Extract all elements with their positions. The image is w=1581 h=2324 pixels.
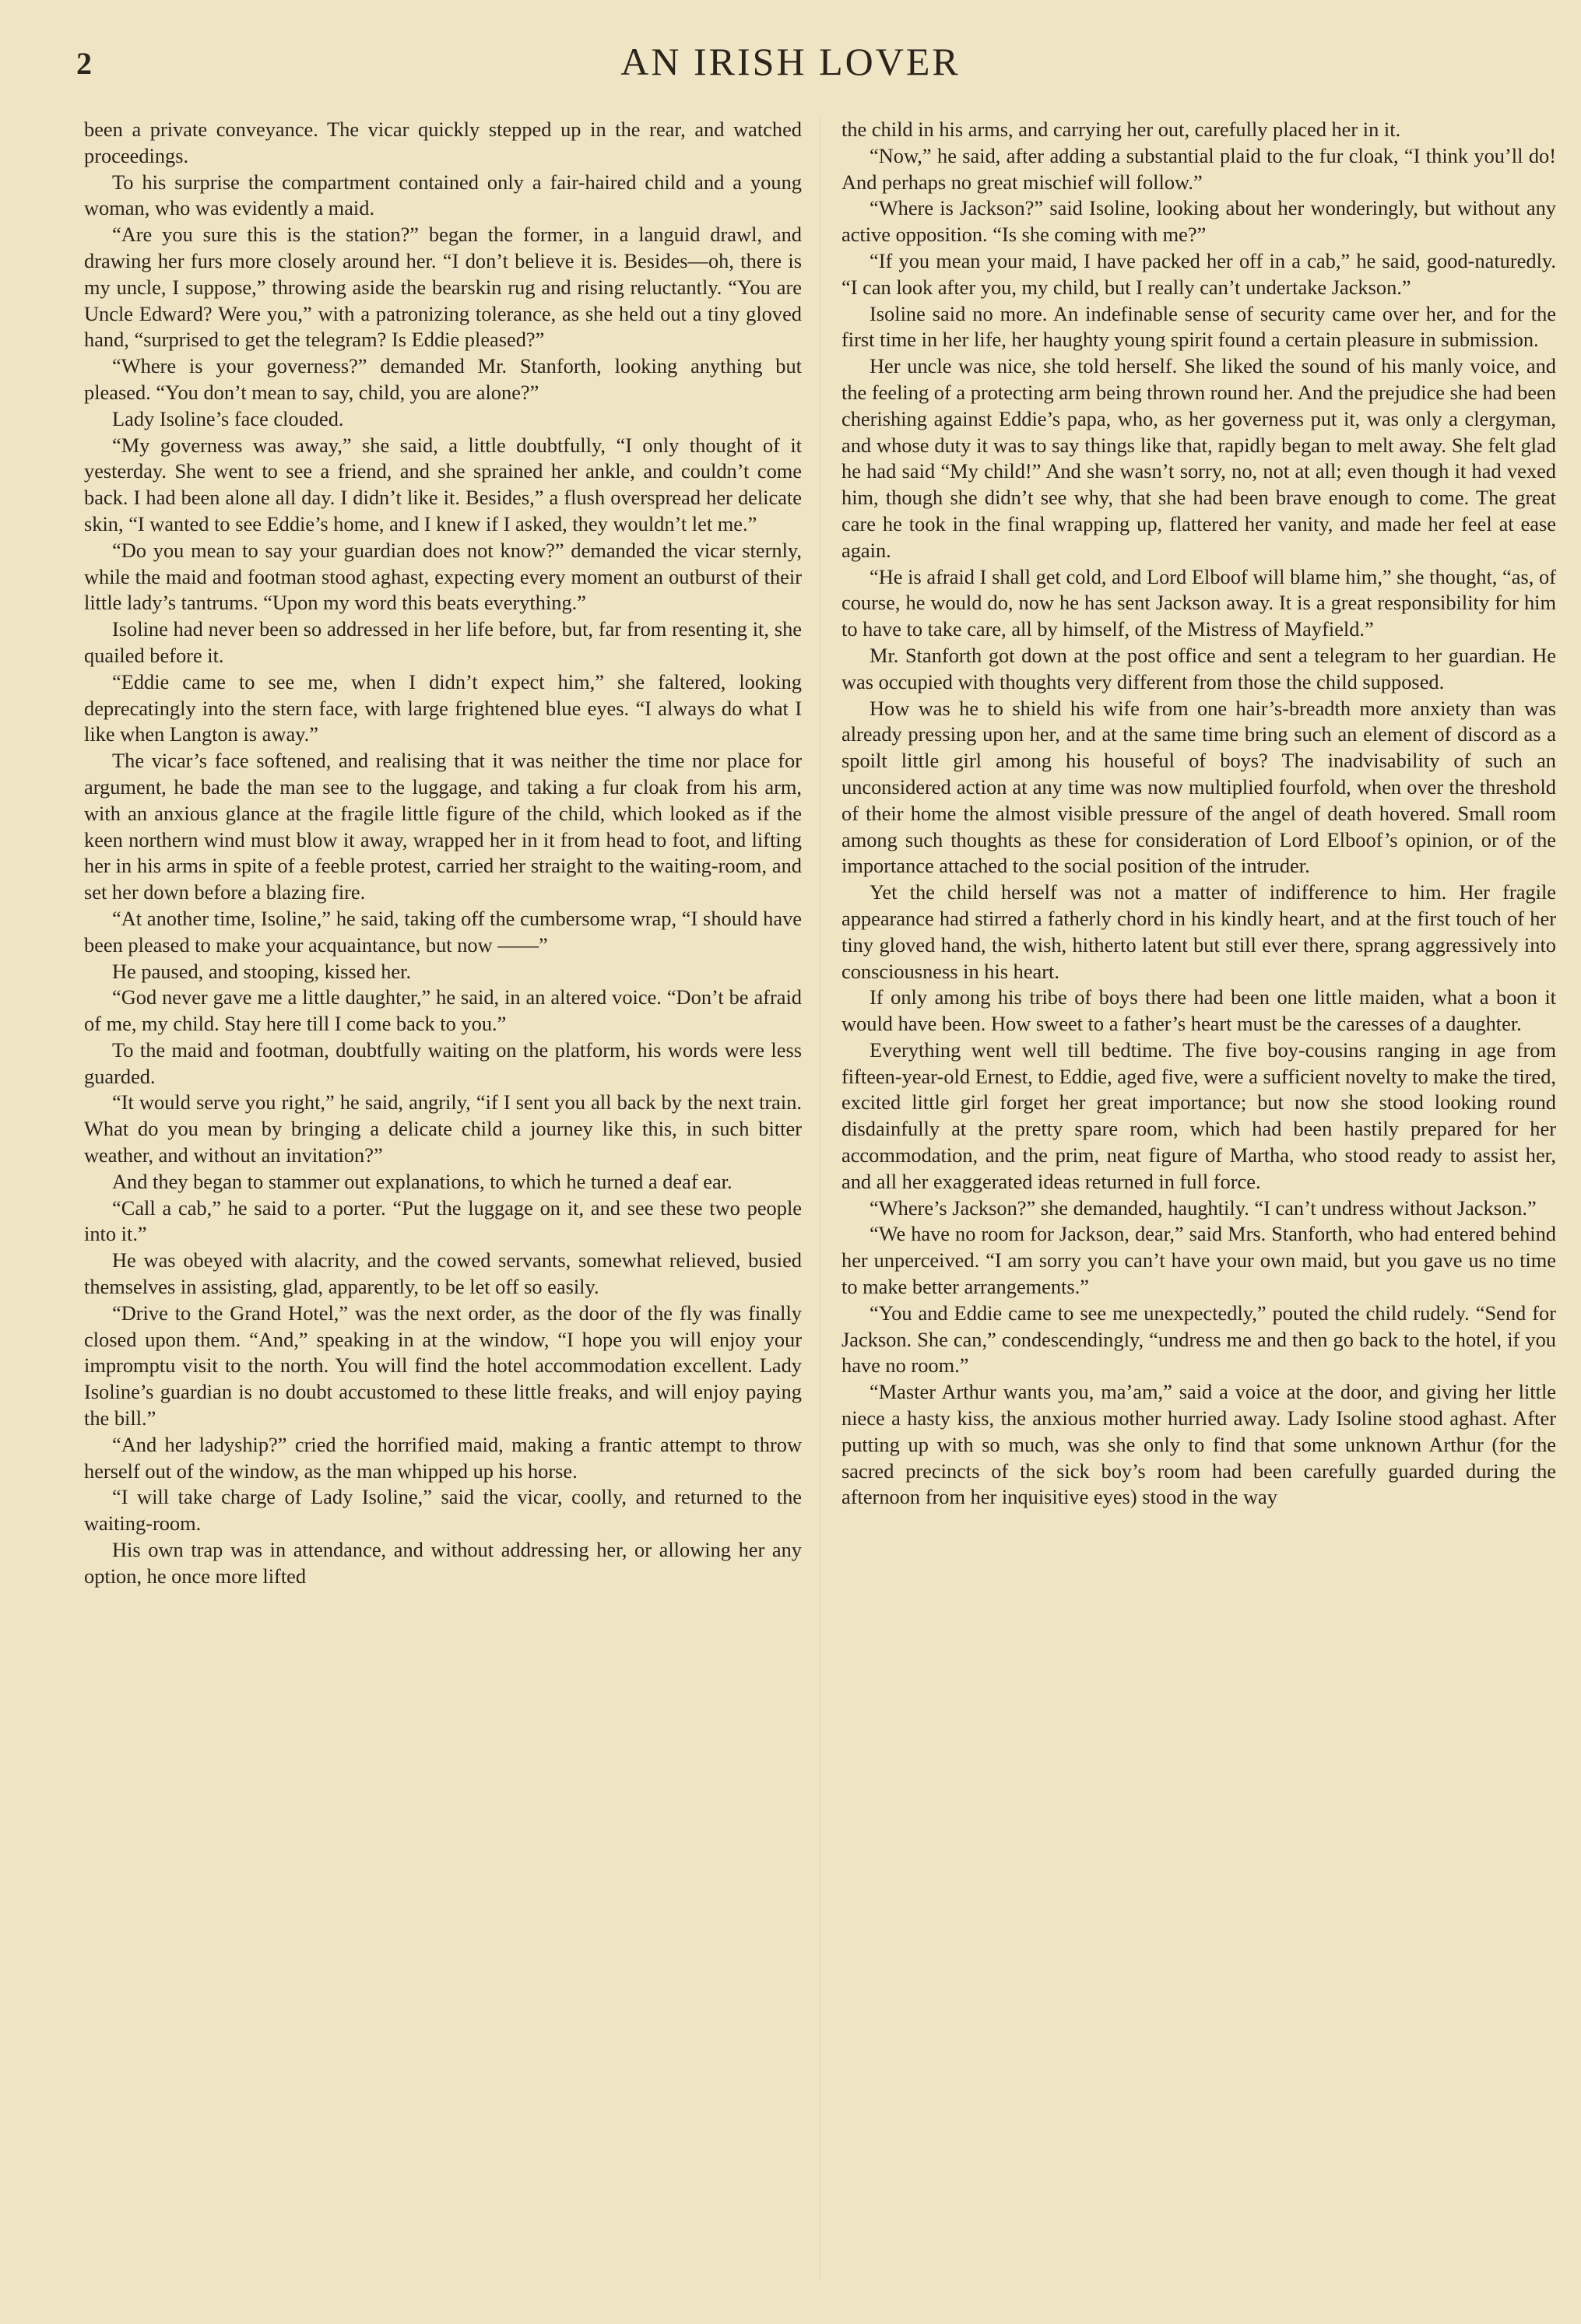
paragraph: His own trap was in attendance, and without addressing her, or allowing her any option, he once more lifted [84, 1538, 802, 1588]
paragraph: “Drive to the Grand Hotel,” was the next order, as the door of the fly was finally closed upon them. “And,” speaking in at the window, “I hope you will enjoy your impromptu visit to the north. You will find the hotel accommodation excellent. Lady Isoline’s guardian is no doubt accustomed to these little freaks, and will enjoy paying the bill.” [84, 1301, 802, 1431]
paragraph: Isoline had never been so addressed in her life before, but, far from resenting it, she quailed before it. [84, 617, 802, 667]
paragraph: “Do you mean to say your guardian does not know?” demanded the vicar sternly, while the maid and footman stood aghast, expecting every moment an outburst of their little lady’s tantrums. “Upon my word this beats everything.” [84, 538, 802, 615]
paragraph: “It would serve you right,” he said, angrily, “if I sent you all back by the next train. What do you mean by bringing a delicate child a journey like this, in such bitter weather, and without an invitation?” [84, 1090, 802, 1167]
paragraph: “Where’s Jackson?” she demanded, haughtily. “I can’t undress without Jackson.” [870, 1195, 1537, 1220]
paragraph: He was obeyed with alacrity, and the cowed servants, somewhat relieved, busied themselves in assisting, glad, apparently, to be let off so easily. [84, 1248, 802, 1299]
paragraph: “You and Eddie came to see me unexpectedly,” pouted the child rudely. “Send for Jackson. She can,” condescendingly, “undress me and then go back to the hotel, if you have no room.” [841, 1301, 1556, 1378]
paragraph: Mr. Stanforth got down at the post office and sent a telegram to her guardian. He was occupied with thoughts very different from those the child supposed. [841, 643, 1556, 693]
paragraph: “Call a cab,” he said to a porter. “Put the luggage on it, and see these two people into it.” [84, 1195, 802, 1246]
paragraph: “Master Arthur wants you, ma’am,” said a voice at the door, and giving her little niece a hasty kiss, the anxious mother hurried away. Lady Isoline stood aghast. After putting up with so much, was she only to find that some unknown Arthur (for the sacred precincts of the sick boy’s room had been carefully guarded during the afternoon from her inquisitive eyes) stood in the way [841, 1380, 1556, 1509]
paragraph: “Are you sure this is the station?” began the former, in a languid drawl, and drawing her furs more closely around her. “I don’t believe it is. Besides—oh, there is my uncle, I suppose,” throwing aside the bearskin rug and rising reluctantly. “You are Uncle Edward? Were you,” with a patronizing tolerance, as she held out a tiny gloved hand, “surprised to get the telegram? Is Eddie pleased?” [84, 223, 802, 352]
page-number: 2 [76, 46, 92, 81]
paragraph: the child in his arms, and carrying her out, carefully placed her in it. [841, 118, 1401, 141]
paragraph: Lady Isoline’s face clouded. [112, 406, 344, 430]
paragraph: Her uncle was nice, she told herself. She liked the sound of his manly voice, and the feeling of a protecting arm being thrown round her. And the prejudice she had been cherishing against Eddie’s papa, who, as her governess put it, was only a clergyman, and whose duty it was to say things like that, rapidly began to melt away. She felt glad he had said “My child!” And she wasn’t sorry, no, not at all; even though it had vexed him, though she didn’t see why, that she had been brave enough to come. The great care he took in the final wrapping up, flattered her vanity, and made her feel at ease again. [841, 354, 1556, 562]
paragraph: How was he to shield his wife from one hair’s-breadth more anxiety than was already pressing upon her, and at the same time bring such an element of discord as a spoilt little girl among his houseful of boys? The inadvisability of such an unconsidered action at any time was now multiplied fourfold, when over the threshold of their home the almost visible pressure of the angel of death hovered. Small room among such thoughts as these for consideration of Lord Elboof’s opinion, or of the importance attached to the social position of the intruder. [841, 696, 1556, 878]
paragraph: “If you mean your maid, I have packed her off in a cab,” he said, good-naturedly. “I can look after you, my child, but I really can’t undertake Jackson.” [841, 248, 1556, 299]
running-head-title: AN IRISH LOVER [620, 40, 961, 83]
paragraph: “Eddie came to see me, when I didn’t expect him,” she faltered, looking deprecatingly into the stern face, with large frightened blue eyes. “I always do what I like when Langton is away.” [84, 669, 802, 746]
right-column [841, 117, 1556, 1511]
paragraph: “Where is your governess?” demanded Mr. Stanforth, looking anything but pleased. “You don’t mean to say, child, you are alone?” [84, 354, 802, 404]
paragraph: “And her ladyship?” cried the horrified maid, making a frantic attempt to throw herself out of the window, as the man whipped up his horse. [84, 1432, 802, 1483]
paragraph: “Where is Jackson?” said Isoline, looking about her wonderingly, but without any active opposition. “Is she coming with me?” [841, 196, 1556, 247]
paragraph: The vicar’s face softened, and realising that it was neither the time nor place for argument, he bade the man see to the luggage, and taking a fur cloak from his arm, with an anxious glance at the fragile little figure of the child, which looked as if the keen northern wind must blow it away, wrapped her in it from head to foot, and lifting her in his arms in spite of a feeble protest, carried her straight to the waiting-room, and set her down before a blazing fire. [84, 749, 802, 904]
paragraph: Isoline said no more. An indefinable sense of security came over her, and for the first time in her life, her haughty young spirit found a certain pleasure in submission. [841, 301, 1556, 352]
paragraph: “Now,” he said, after adding a substantial plaid to the fur cloak, “I think you’ll do! And perhaps no great mischief will follow.” [841, 143, 1556, 194]
paragraph: “God never gave me a little daughter,” he said, in an altered voice. “Don’t be afraid of me, my child. Stay here till I come back to you.” [84, 985, 802, 1036]
paragraph: He paused, and stooping, kissed her. [112, 959, 412, 983]
paragraph: “I will take charge of Lady Isoline,” said the vicar, coolly, and returned to the waiting-room. [84, 1485, 802, 1536]
paragraph: “At another time, Isoline,” he said, taking off the cumbersome wrap, “I should have been pleased to make your acquaintance, but now ——” [84, 906, 802, 957]
paragraph: Yet the child herself was not a matter of indifference to him. Her fragile appearance had stirred a fatherly chord in his kindly heart, and at the first touch of her tiny gloved hand, the wish, hitherto latent but still ever there, sprang aggressively into consciousness in his heart. [841, 880, 1556, 983]
paragraph: And they began to stammer out explanations, to which he turned a deaf ear. [112, 1169, 733, 1193]
left-column [84, 117, 802, 1590]
paragraph: “My governess was away,” she said, a little doubtfully, “I only thought of it yesterday. She went to see a friend, and she sprained her ankle, and couldn’t come back. I had been alone all day. I didn’t like it. Besides,” a flush overspread her delicate skin, “I wanted to see Eddie’s home, and I knew if I asked, they wouldn’t let me.” [84, 433, 802, 535]
paragraph: “We have no room for Jackson, dear,” said Mrs. Stanforth, who had entered behind her unperceived. “I am sorry you can’t have your own maid, but you gave us no time to make better arrangements.” [841, 1222, 1556, 1299]
paragraph: “He is afraid I shall get cold, and Lord Elboof will blame him,” she thought, “as, of course, he would do, now he has sent Jackson away. It is a great responsibility for him to have to take care, all by himself, of the Mistress of Mayfield.” [841, 564, 1556, 641]
paragraph: been a private conveyance. The vicar quickly stepped up in the rear, and watched proceedings. [84, 118, 802, 167]
paragraph: If only among his tribe of boys there had been one little maiden, what a boon it would have been. How sweet to a father’s heart must be the caresses of a daughter. [841, 985, 1556, 1036]
paragraph: Everything went well till bedtime. The five boy-cousins ranging in age from fifteen-year-old Ernest, to Eddie, aged five, were a sufficient novelty to make the tired, excited little girl forget her great importance; but now she stood looking round disdainfully at the pretty spare room, which had been hastily prepared for her accommodation, and the prim, neat figure of Martha, who stood ready to assist her, and all her exaggerated ideas returned in full force. [841, 1037, 1556, 1193]
paragraph: To his surprise the compartment contained only a fair-haired child and a young woman, who was evidently a maid. [84, 170, 802, 220]
paragraph: To the maid and footman, doubtfully waiting on the platform, his words were less guarded. [84, 1037, 802, 1088]
